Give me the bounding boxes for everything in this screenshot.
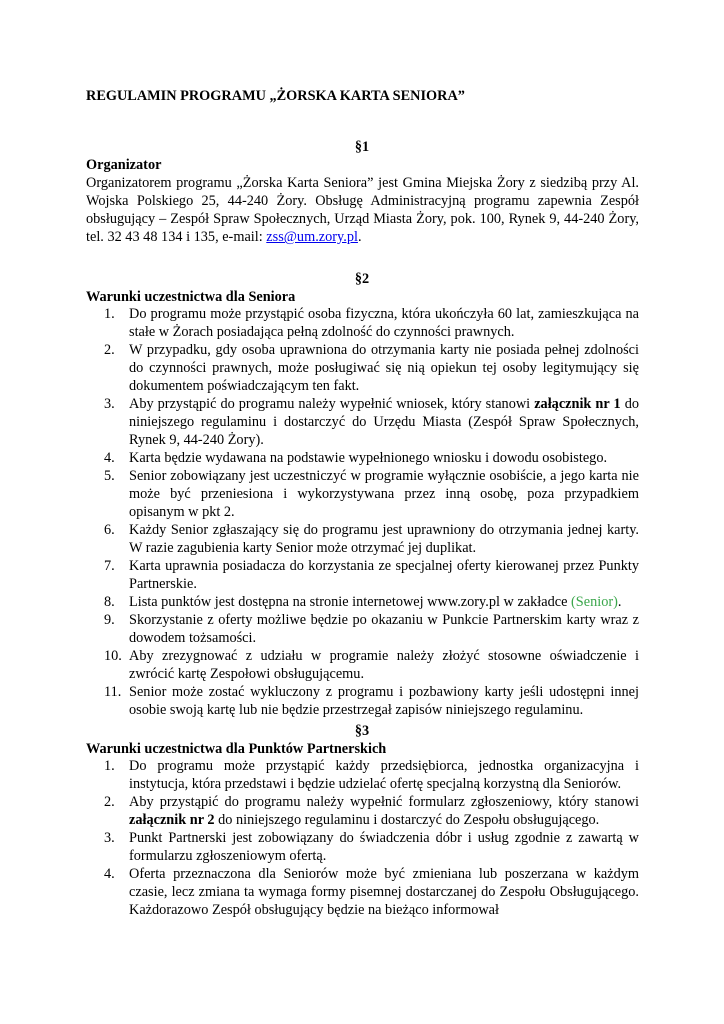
list-item	[86, 683, 639, 719]
list-item-text: Senior zobowiązany jest uczestniczyć w programie wyłącznie osobiście, a jego karta nie może być przeniesiona i wykorzystywana przez inną osobę, poza przypadkiem opisanym w pkt 2.	[129, 468, 639, 520]
email-link[interactable]: zss@um.zory.pl	[266, 229, 358, 245]
section-3-symbol: §3	[354, 723, 370, 739]
list-item	[86, 865, 639, 919]
list-item-text: Oferta przeznaczona dla Seniorów może być zmieniana lub poszerzana w każdym czasie, lecz zmiana ta wymaga formy pisemnej dostarczanej do Zespołu Obsługującego. Każdorazowo Zespół obsługujący będzie na bieżąco informował	[129, 866, 639, 918]
list-item-text: Senior może zostać wykluczony z programu i pozbawiony karty jeśli udostępni innej osobie swoją kartę lub nie będzie przestrzegał zapisów niniejszego regulaminu.	[129, 684, 639, 718]
section-2-symbol: §2	[354, 271, 370, 287]
list-item-text-end: .	[617, 594, 622, 610]
list-item	[86, 305, 639, 341]
list-item-number: 11.	[104, 684, 122, 700]
list-item-number: 1.	[104, 758, 115, 774]
attachment-reference: załącznik nr 2	[129, 812, 215, 828]
list-item-text: Punkt Partnerski jest zobowiązany do świadczenia dóbr i usług zgodnie z zawartą w formularzu zgłoszeniowym ofertą.	[129, 830, 639, 864]
list-item	[86, 757, 639, 793]
list-item-number: 9.	[104, 612, 115, 628]
list-item-text: Karta uprawnia posiadacza do korzystania ze specjalnej oferty kierowanej przez Punkty Partnerskie.	[129, 558, 639, 592]
list-item-number: 1.	[104, 306, 115, 322]
list-item-number: 4.	[104, 450, 115, 466]
list-item	[86, 557, 639, 593]
list-item	[86, 521, 639, 557]
list-item-text: Lista punktów jest dostępna na stronie internetowej www.zory.pl w zakładce	[129, 594, 572, 610]
list-item	[86, 467, 639, 521]
list-item-number: 3.	[104, 830, 115, 846]
section-1-text-end: .	[357, 229, 362, 245]
list-item-number: 2.	[104, 342, 115, 358]
senior-tab-reference: (Senior)	[571, 594, 618, 610]
section-3-list	[86, 757, 639, 919]
list-item	[86, 341, 639, 395]
list-item-text: Do programu może przystąpić osoba fizyczna, która ukończyła 60 lat, zamieszkująca na stałe w Żorach posiadająca pełną zdolność do czynności prawnych.	[129, 306, 639, 340]
list-item-number: 8.	[104, 594, 115, 610]
list-item	[86, 793, 639, 829]
list-item-text: Aby zrezygnować z udziału w programie należy złożyć stosowne oświadczenie i zwrócić kartę Zespołowi obsługującemu.	[129, 648, 639, 682]
list-item	[86, 829, 639, 865]
section-1-paragraph	[86, 174, 639, 246]
list-item-text: W przypadku, gdy osoba uprawniona do otrzymania karty nie posiada pełnej zdolności do czynności prawnych, może posługiwać się nią opiekun tej osoby legitymujący się dokumentem poświadczającym ten fakt.	[129, 342, 639, 394]
section-2-heading: Warunki uczestnictwa dla Seniora	[86, 289, 296, 305]
list-item-number: 6.	[104, 522, 115, 538]
list-item-text-end: do niniejszego regulaminu i dostarczyć do Urzędu Miasta (Zespół Spraw Społecznych, Rynek 9, 44-240 Żory).	[129, 396, 639, 448]
list-item-number: 3.	[104, 396, 115, 412]
list-item	[86, 611, 639, 647]
list-item-text: Aby przystąpić do programu należy wypełnić wniosek, który stanowi	[129, 396, 535, 412]
section-1-text: Organizatorem programu „Żorska Karta Seniora” jest Gmina Miejska Żory z siedzibą przy Al. Wojska Polskiego 25, 44-240 Żory. Obsługę Administracyjną programu zapewnia Zespół obsługujący – Zespół Spraw Społecznych, Urząd Miasta Żory, pok. 100, Rynek 9, 44-240 Żory, tel. 32 43 48 134 i 135, e-mail:	[86, 175, 639, 245]
section-3-heading: Warunki uczestnictwa dla Punktów Partnerskich	[86, 741, 387, 757]
list-item-number: 10.	[104, 648, 122, 664]
list-item-number: 5.	[104, 468, 115, 484]
list-item-text: Skorzystanie z oferty możliwe będzie po okazaniu w Punkcie Partnerskim karty wraz z dowodem tożsamości.	[129, 612, 639, 646]
list-item-number: 7.	[104, 558, 115, 574]
list-item-text-end: do niniejszego regulaminu i dostarczyć do Zespołu obsługującego.	[214, 812, 600, 828]
list-item-number: 4.	[104, 866, 115, 882]
list-item	[86, 395, 639, 449]
section-2-list	[86, 305, 639, 719]
document-title: REGULAMIN PROGRAMU „ŻORSKA KARTA SENIORA”	[86, 88, 465, 104]
list-item	[86, 647, 639, 683]
list-item	[86, 449, 639, 467]
list-item	[86, 593, 639, 611]
list-item-text: Aby przystąpić do programu należy wypełnić formularz zgłoszeniowy, który stanowi	[129, 794, 639, 810]
list-item-text: Karta będzie wydawana na podstawie wypełnionego wniosku i dowodu osobistego.	[129, 450, 608, 466]
list-item-text: Do programu może przystąpić każdy przedsiębiorca, jednostka organizacyjna i instytucja, która przedstawi i będzie udzielać ofertę specjalną korzystną dla Seniorów.	[129, 758, 639, 792]
section-1-symbol: §1	[354, 139, 370, 155]
attachment-reference: załącznik nr 1	[534, 396, 621, 412]
section-1-heading: Organizator	[86, 157, 162, 173]
list-item-text: Każdy Senior zgłaszający się do programu jest uprawniony do otrzymania jednej karty. W razie zagubienia karty Senior może otrzymać jej duplikat.	[129, 522, 639, 556]
list-item-number: 2.	[104, 794, 115, 810]
